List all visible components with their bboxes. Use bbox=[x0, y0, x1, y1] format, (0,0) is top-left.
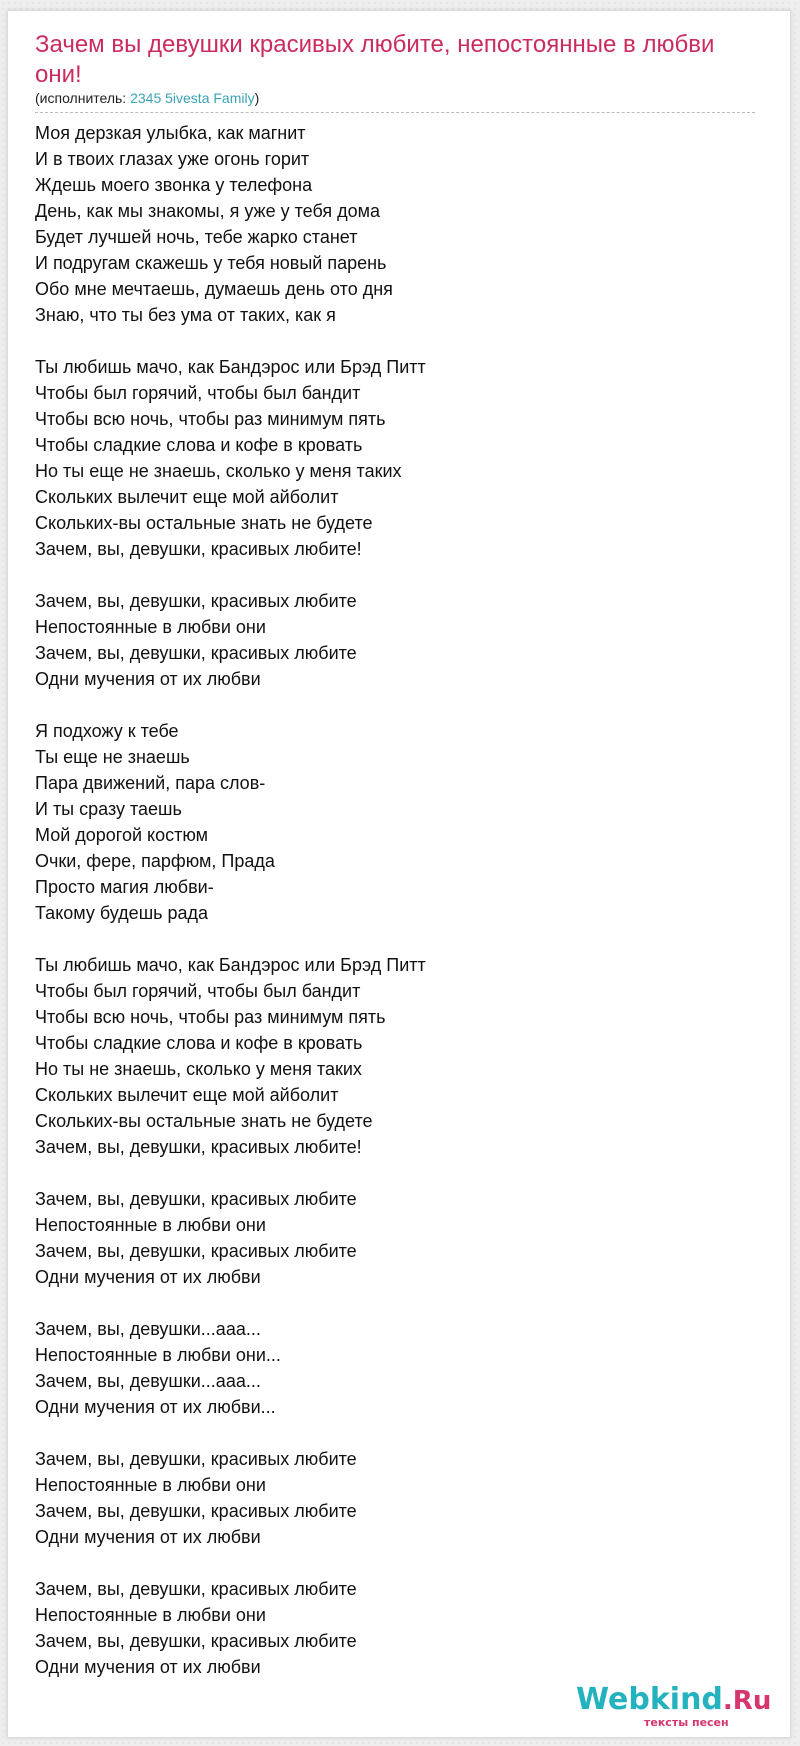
lyrics-line: День, как мы знакомы, я уже у тебя дома bbox=[35, 201, 381, 221]
lyrics-line: Скольких-вы остальные знать не будете bbox=[35, 513, 373, 533]
lyrics-stanza bbox=[35, 1186, 755, 1290]
lyrics-line: Я подхожу к тебе bbox=[35, 721, 179, 741]
divider bbox=[35, 112, 755, 113]
lyrics-line: Одни мучения от их любви bbox=[35, 1527, 261, 1547]
lyrics-line: Мой дорогой костюм bbox=[35, 825, 209, 845]
lyrics-block bbox=[35, 120, 755, 1706]
lyrics-line: Такому будешь рада bbox=[35, 903, 209, 923]
lyrics-line: Зачем, вы, девушки...ааа... bbox=[35, 1371, 261, 1391]
lyrics-line: Ты любишь мачо, как Бандэрос или Брэд Питт bbox=[35, 955, 426, 975]
lyrics-line: Непостоянные в любви они bbox=[35, 1475, 266, 1495]
lyrics-stanza bbox=[35, 952, 755, 1160]
lyrics-line: Непостоянные в любви они bbox=[35, 1605, 266, 1625]
lyrics-line: Но ты не знаешь, сколько у меня таких bbox=[35, 1059, 362, 1079]
lyrics-line: И в твоих глазах уже огонь горит bbox=[35, 149, 310, 169]
lyrics-line: Чтобы всю ночь, чтобы раз минимум пять bbox=[35, 409, 386, 429]
logo-name: Webkind bbox=[576, 1682, 723, 1717]
lyrics-line: Чтобы сладкие слова и кофе в кровать bbox=[35, 1033, 363, 1053]
lyrics-line: Пара движений, пара слов- bbox=[35, 773, 266, 793]
lyrics-line: Зачем, вы, девушки, красивых любите bbox=[35, 1501, 357, 1521]
lyrics-line: Одни мучения от их любви... bbox=[35, 1397, 276, 1417]
lyrics-line: Ты еще не знаешь bbox=[35, 747, 190, 767]
lyrics-line: Непостоянные в любви они... bbox=[35, 1345, 281, 1365]
lyrics-line: Зачем, вы, девушки, красивых любите! bbox=[35, 1137, 362, 1157]
lyrics-stanza bbox=[35, 718, 755, 926]
lyrics-line: Ждешь моего звонка у телефона bbox=[35, 175, 313, 195]
logo-domain: .Ru bbox=[722, 1686, 772, 1716]
artist-line bbox=[35, 90, 259, 106]
artist-prefix: (исполнитель: bbox=[35, 90, 131, 106]
lyrics-line: Моя дерзкая улыбка, как магнит bbox=[35, 123, 306, 143]
lyrics-line: Чтобы был горячий, чтобы был бандит bbox=[35, 981, 361, 1001]
lyrics-line: Зачем, вы, девушки, красивых любите bbox=[35, 1189, 357, 1209]
lyrics-line: И ты сразу таешь bbox=[35, 799, 182, 819]
lyrics-stanza bbox=[35, 1316, 755, 1420]
lyrics-line: Зачем, вы, девушки, красивых любите bbox=[35, 1241, 357, 1261]
lyrics-line: Непостоянные в любви они bbox=[35, 1215, 266, 1235]
lyrics-line: Будет лучшей ночь, тебе жарко станет bbox=[35, 227, 358, 247]
webkind-logo[interactable] bbox=[576, 1682, 772, 1729]
lyrics-line: Скольких вылечит еще мой айболит bbox=[35, 1085, 339, 1105]
lyrics-line: Но ты еще не знаешь, сколько у меня таких bbox=[35, 461, 402, 481]
lyrics-line: Чтобы был горячий, чтобы был бандит bbox=[35, 383, 361, 403]
artist-link[interactable]: 2345 5ivesta Family bbox=[130, 90, 255, 106]
artist-suffix: ) bbox=[254, 90, 260, 106]
lyrics-line: Зачем, вы, девушки, красивых любите bbox=[35, 1449, 357, 1469]
lyrics-line: Зачем, вы, девушки, красивых любите bbox=[35, 1579, 357, 1599]
lyrics-stanza bbox=[35, 1576, 755, 1680]
lyrics-line: Зачем, вы, девушки, красивых любите bbox=[35, 591, 357, 611]
lyrics-line: Зачем, вы, девушки, красивых любите! bbox=[35, 539, 362, 559]
lyrics-line: Очки, фере, парфюм, Прада bbox=[35, 851, 275, 871]
lyrics-stanza bbox=[35, 588, 755, 692]
lyrics-line: И подругам скажешь у тебя новый парень bbox=[35, 253, 387, 273]
lyrics-line: Одни мучения от их любви bbox=[35, 669, 261, 689]
lyrics-line: Скольких вылечит еще мой айболит bbox=[35, 487, 339, 507]
lyrics-line: Чтобы всю ночь, чтобы раз минимум пять bbox=[35, 1007, 386, 1027]
page-title: Зачем вы девушки красивых любите, непостоянные в любви они! bbox=[35, 31, 715, 88]
logo-tagline: тексты песен bbox=[644, 1716, 729, 1729]
lyrics-line: Одни мучения от их любви bbox=[35, 1657, 261, 1677]
lyrics-line: Просто магия любви- bbox=[35, 877, 214, 897]
lyrics-stanza bbox=[35, 1446, 755, 1550]
lyrics-line: Одни мучения от их любви bbox=[35, 1267, 261, 1287]
lyrics-line: Зачем, вы, девушки, красивых любите bbox=[35, 1631, 357, 1651]
lyrics-line: Зачем, вы, девушки, красивых любите bbox=[35, 643, 357, 663]
lyrics-line: Ты любишь мачо, как Бандэрос или Брэд Питт bbox=[35, 357, 426, 377]
lyrics-line: Знаю, что ты без ума от таких, как я bbox=[35, 305, 336, 325]
lyrics-line: Зачем, вы, девушки...ааа... bbox=[35, 1319, 261, 1339]
lyrics-line: Обо мне мечтаешь, думаешь день ото дня bbox=[35, 279, 393, 299]
lyrics-stanza bbox=[35, 354, 755, 562]
lyrics-line: Скольких-вы остальные знать не будете bbox=[35, 1111, 373, 1131]
lyrics-line: Непостоянные в любви они bbox=[35, 617, 266, 637]
lyrics-line: Чтобы сладкие слова и кофе в кровать bbox=[35, 435, 363, 455]
lyrics-stanza bbox=[35, 120, 755, 328]
